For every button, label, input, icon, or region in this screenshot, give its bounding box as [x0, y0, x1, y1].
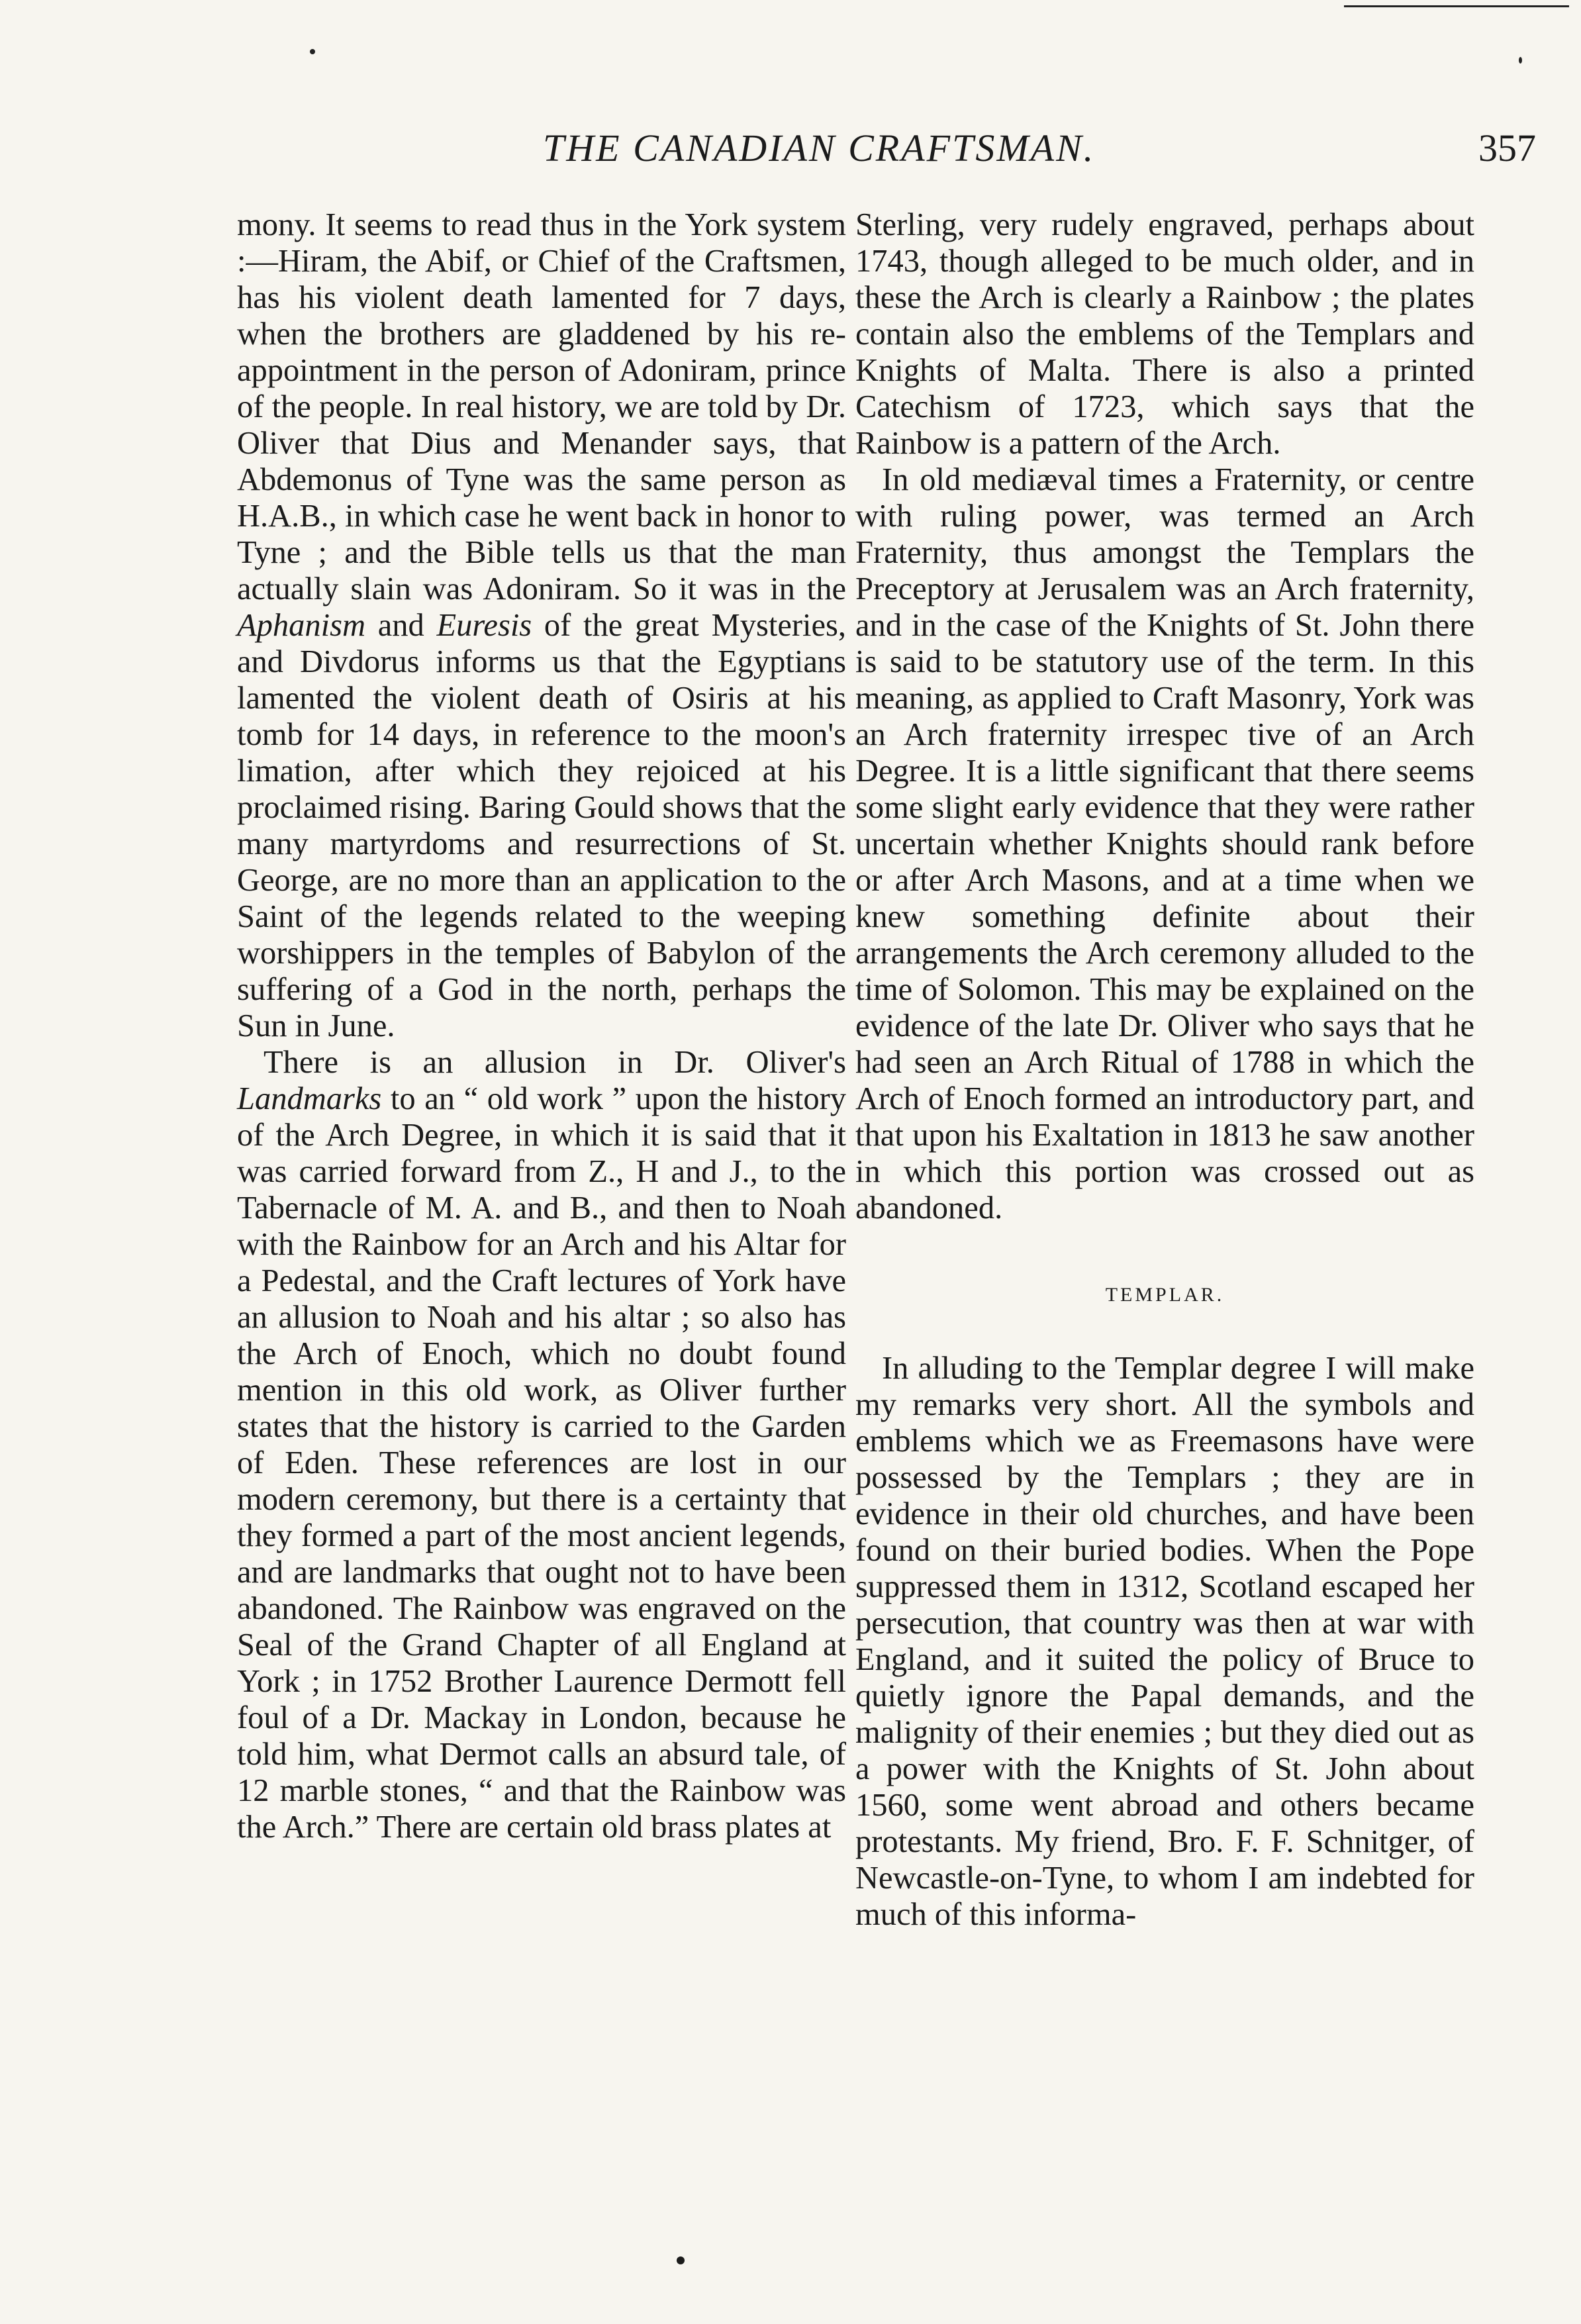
speck-mark: [1519, 57, 1522, 64]
right-column: [855, 207, 1474, 1933]
footer-dot: [677, 2256, 685, 2264]
paragraph: mony. It seems to read thus in the York system :—Hiram, the Abif, or Chief of the Craftsmen, has his violent death lamented for 7 days, when the brothers are gladdened by his re-appointment in the person of Adoniram, prince of the people. In real history, we are told by Dr. Oliver that Dius and Menander says, that Abdemonus of Tyne was the same person as H.A.B., in which case he went back in honor to Tyne ; and the Bible tells us that the man actually slain was Adoniram. So it was in the Aphanism and Euresis of the great Mysteries, and Divdorus informs us that the Egyptians lamented the violent death of Osiris at his tomb for 14 days, in reference to the moon's limation, after which they rejoiced at his proclaimed rising. Baring Gould shows that the many martyrdoms and resurrections of St. George, are no more than an application to the Saint of the legends related to the weeping worshippers in the temples of Babylon of the suffering of a God in the north, perhaps the Sun in June.: [237, 207, 847, 1043]
left-column: [237, 207, 846, 1845]
paragraph: There is an allusion in Dr. Oliver's Landmarks to an “ old work ” upon the history of the Arch Degree, in which it is said that it was carried forward from Z., H and J., to the Tabernacle of M. A. and B., and then to Noah with the Rainbow for an Arch and his Altar for a Pedestal, and the Craft lectures of York have an allusion to Noah and his altar ; so also has the Arch of Enoch, which no doubt found mention in this old work, as Oliver further states that the history is carried to the Garden of Eden. These references are lost in our modern ceremony, but there is a certainty that they formed a part of the most ancient legends, and are landmarks that ought not to have been abandoned. The Rainbow was engraved on the Seal of the Grand Chapter of all England at York ; in 1752 Brother Laurence Dermott fell foul of a Dr. Mackay in London, because he told him, what Dermot calls an absurd tale, of 12 marble stones, “ and that the Rainbow was the Arch.” There are certain old brass plates at: [237, 1045, 846, 1845]
paragraph: In alluding to the Templar degree I will make my remarks very short. All the symbols and emblems which we as Freemasons have were possessed by the Templars ; they are in evidence in their old churches, and have been found on their buried bodies. When the Pope suppressed them in 1312, Scotland escaped her persecution, that country was then at war with England, and it suited the policy of Bruce to quietly ignore the Papal demands, and the malignity of their enemies ; but they died out as a power with the Knights of St. John about 1560, some went abroad and others became protestants. My friend, Bro. F. F. Schnitger, of Newcastle-on-Tyne, to whom I am indebted for much of this informa-: [855, 1351, 1474, 1932]
top-rule: [1344, 5, 1569, 7]
paragraph: Sterling, very rudely engraved, perhaps about 1743, though alleged to be much older, and in these the Arch is clearly a Rainbow ; the plates contain also the emblems of the Templars and Knights of Malta. There is also a printed Catechism of 1723, which says that the Rainbow is a pattern of the Arch.: [855, 207, 1474, 461]
running-head: [232, 126, 1549, 179]
speck-mark: [310, 49, 315, 54]
running-title: THE CANADIAN CRAFTSMAN.: [543, 126, 1096, 169]
paragraph: In old mediæval times a Fraternity, or centre with ruling power, was termed an Arch Fraternity, thus amongst the Templars the Preceptory at Jerusalem was an Arch fraternity, and in the case of the Knights of St. John there is said to be statutory use of the term. In this meaning, as applied to Craft Masonry, York was an Arch fraternity irrespec tive of an Arch Degree. It is a little significant that there seems some slight early evidence that they were rather uncertain whether Knights should rank before or after Arch Masons, and at a time when we knew something definite about their arrangements the Arch ceremony alluded to the time of Solomon. This may be explained on the evidence of the late Dr. Oliver who says that he had seen an Arch Ritual of 1788 in which the Arch of Enoch formed an introductory part, and that upon his Exaltation in 1813 he saw another in which this portion was crossed out as abandoned.: [855, 462, 1474, 1226]
page-number: 357: [1478, 126, 1536, 169]
section-heading: TEMPLAR.: [1105, 1284, 1225, 1306]
